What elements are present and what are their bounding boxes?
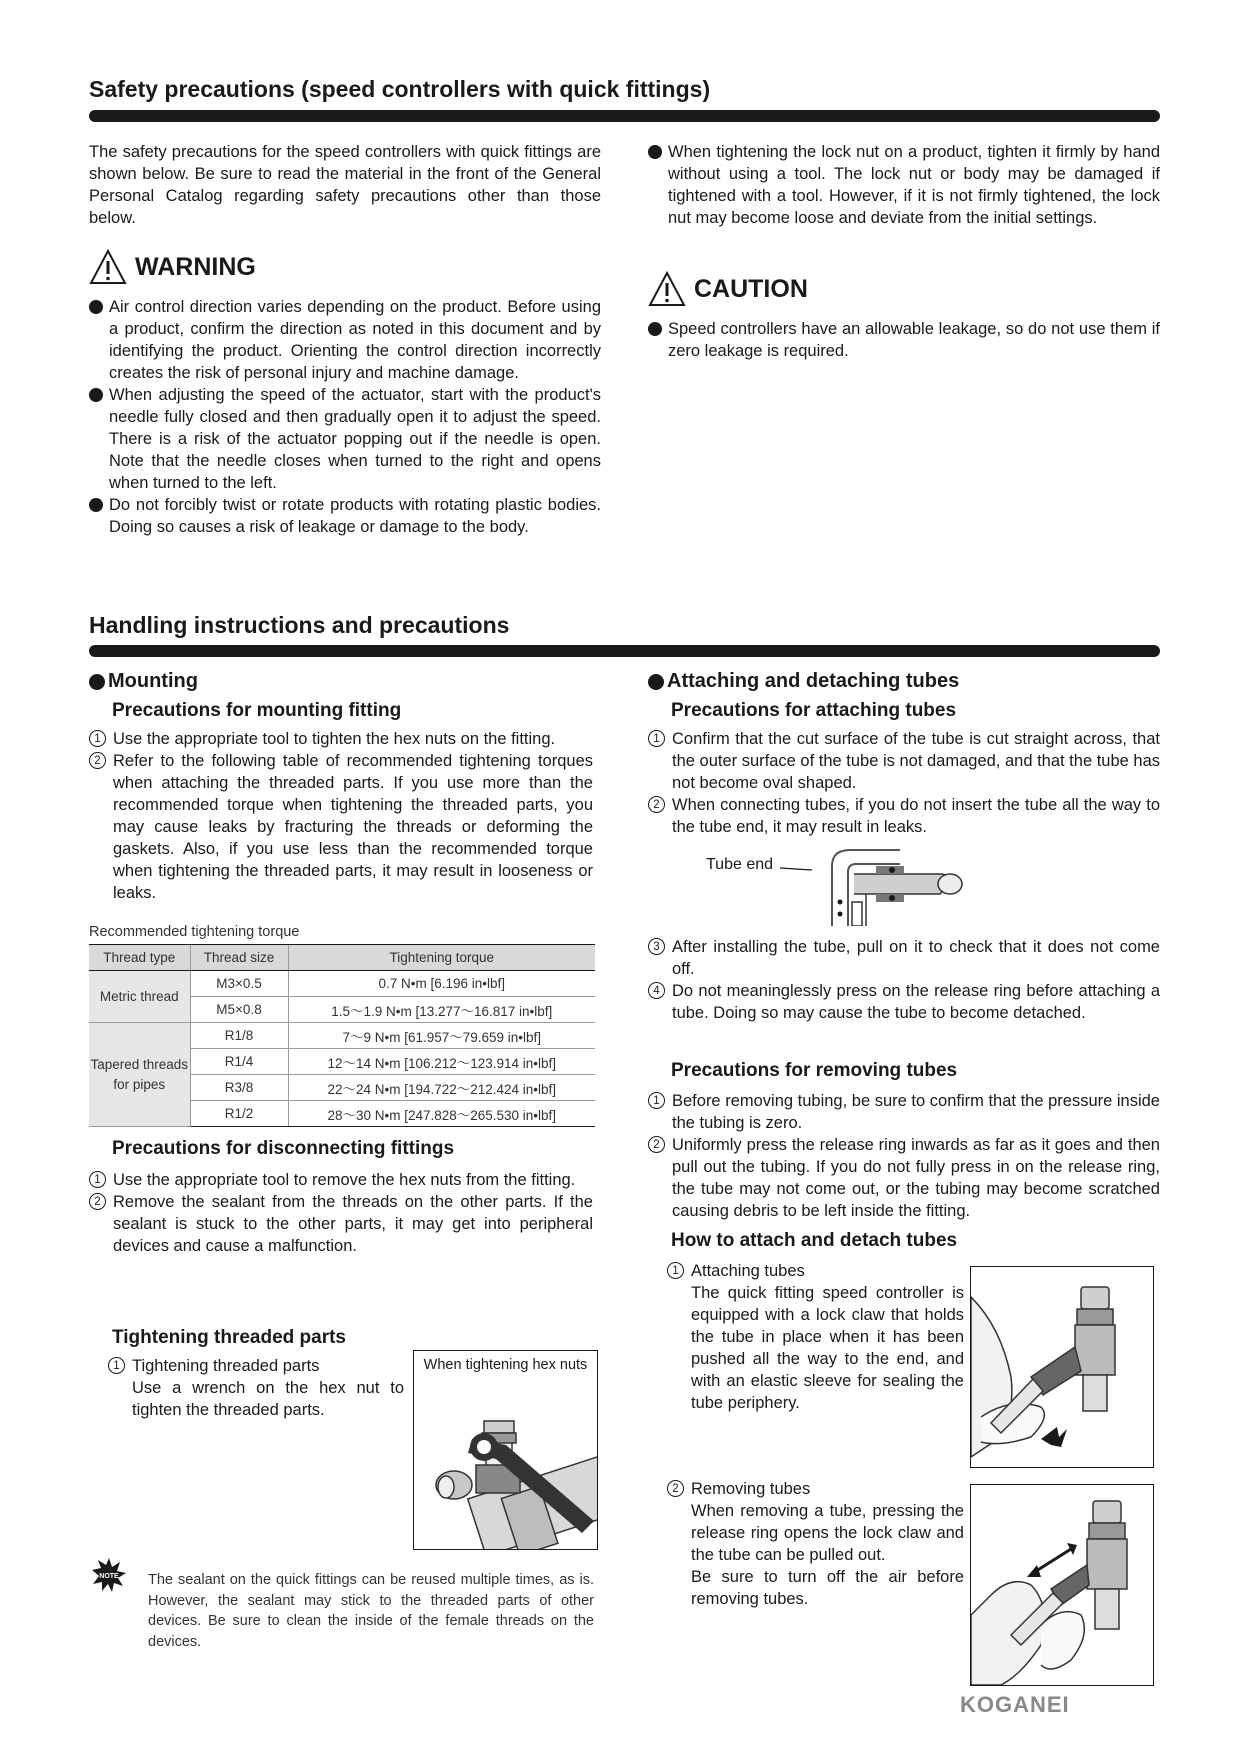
bullet-icon [89, 300, 103, 314]
thread-size-cell: M5×0.8 [190, 997, 288, 1023]
table-header-cell: Tightening torque [288, 945, 595, 971]
warning-triangle-icon [89, 249, 127, 285]
remove-step [667, 1478, 964, 1610]
thread-size-cell: R1/2 [190, 1101, 288, 1127]
thread-type-cell: Tapered threads for pipes [89, 1023, 190, 1127]
number-badge: 2 [648, 1136, 665, 1153]
wrench-illustration [414, 1379, 597, 1549]
mounting-heading: Mounting [89, 670, 198, 693]
bullet-icon [89, 674, 105, 690]
torque-cell: 0.7 N•m [6.196 in•lbf] [288, 971, 595, 997]
removing-tubes-figure [970, 1484, 1154, 1686]
numbered-item: 1 Confirm that the cut surface of the tube is cut straight across, that the outer surface of the tube is not damaged, and that the tube has not become oval shaped. [648, 728, 1160, 794]
table-row [89, 1023, 595, 1049]
number-badge: 4 [648, 982, 665, 999]
numbered-item: 3 After installing the tube, pull on it to check that it does not come off. [648, 936, 1160, 980]
table-header-cell: Thread type [89, 945, 190, 971]
torque-cell: 7～9 N•m [61.957～79.659 in•lbf] [288, 1023, 595, 1049]
attach-step [667, 1260, 964, 1414]
table-caption: Recommended tightening torque [89, 924, 300, 940]
section-rule [89, 645, 1160, 657]
numbered-item: 2 When connecting tubes, if you do not insert the tube all the way to the tube end, it may result in leaks. [648, 794, 1160, 838]
locknut-item: When tightening the lock nut on a product, tighten it firmly by hand without using a tool. The lock nut or body may be damaged if tightened with a tool. However, if it is not firmly tightened, the lock nut may become loose and deviate from the initial settings. [648, 141, 1160, 229]
locknut-list [648, 141, 1160, 229]
bullet-icon [89, 388, 103, 402]
tube-end-diagram [780, 844, 980, 926]
torque-cell: 1.5～1.9 N•m [13.277～16.817 in•lbf] [288, 997, 595, 1023]
thread-size-cell: M3×0.5 [190, 971, 288, 997]
numbered-item: 1 Use the appropriate tool to remove the hex nuts from the fitting. [89, 1169, 593, 1191]
number-badge: 1 [648, 1092, 665, 1109]
figure-caption: When tightening hex nuts [423, 1357, 588, 1373]
warning-item: Air control direction varies depending on the product. Before using a product, confirm the direction as noted in this document and by identifying the product. Orienting the control direction incorrectly creates the risk of personal injury and machine damage. [89, 296, 601, 384]
thread-size-cell: R1/8 [190, 1023, 288, 1049]
bullet-icon [648, 674, 664, 690]
safety-intro: The safety precautions for the speed controllers with quick fittings are shown below. Be sure to read the material in the front of the General Personal Catalog regarding safety precautions other than those below. [89, 143, 601, 227]
koganei-logo: KOGANEI [960, 1692, 1070, 1717]
number-badge: 3 [648, 938, 665, 955]
numbered-item: 1 Tightening threaded parts Use a wrench on the hex nut to tighten the threaded parts. [108, 1355, 404, 1421]
thread-size-cell: R3/8 [190, 1075, 288, 1101]
number-badge: 2 [89, 752, 106, 769]
thread-size-cell: R1/4 [190, 1049, 288, 1075]
tube-end-label: Tube end [706, 856, 774, 873]
numbered-item: 2 Remove the sealant from the threads on the other parts. If the sealant is stuck to the other parts, it may get into peripheral devices and cause a malfunction. [89, 1191, 593, 1257]
removing-illustration [971, 1485, 1153, 1685]
tightening-list [108, 1355, 404, 1421]
table-header-row [89, 945, 595, 971]
numbered-item: 1 Before removing tubing, be sure to confirm that the pressure inside the tubing is zero. [648, 1090, 1160, 1134]
number-badge: 2 [648, 796, 665, 813]
numbered-item: 2 Refer to the following table of recommended tightening torques when attaching the threaded parts. If you use more than the recommended torque when tightening the threaded parts, you may cause leaks by fracturing the threads or deforming the gaskets. Also, if you use less than the recommended torque when tightening the threaded parts, it may result in looseness or leaks. [89, 750, 593, 904]
bullet-icon [648, 322, 662, 336]
number-badge: 1 [648, 730, 665, 747]
caution-item: Speed controllers have an allowable leakage, so do not use them if zero leakage is required. [648, 318, 1160, 362]
number-badge: 2 [89, 1193, 106, 1210]
number-badge: 1 [89, 730, 106, 747]
numbered-item: 2 Uniformly press the release ring inwards as far as it goes and then pull out the tubing. If you do not fully press in on the release ring, the tube may not come out, or the tubing may become scratched causing debris to be left inside the fitting. [648, 1134, 1160, 1222]
disconnecting-list [89, 1169, 593, 1257]
numbered-item: 1 Attaching tubes The quick fitting speed controller is equipped with a lock claw that holds the tube in place when it has been pushed all the way to the end, and with an elastic sleeve for sealing the tube periphery. [667, 1260, 964, 1414]
attaching-illustration [971, 1267, 1153, 1467]
torque-cell: 28～30 N•m [247.828～265.530 in•lbf] [288, 1101, 595, 1127]
warning-label: WARNING [135, 252, 256, 281]
torque-table [89, 944, 595, 1127]
numbered-item: 1 Use the appropriate tool to tighten the hex nuts on the fitting. [89, 728, 593, 750]
warning-item: Do not forcibly twist or rotate products with rotating plastic bodies. Doing so causes a risk of leakage or damage to the body. [89, 494, 601, 538]
attaching-tubes-figure [970, 1266, 1154, 1468]
caution-list [648, 318, 1160, 362]
caution-heading [648, 271, 808, 307]
warning-heading [89, 249, 256, 285]
note-burst-icon [92, 1558, 126, 1592]
safety-section-title: Safety precautions (speed controllers with quick fittings) [89, 76, 711, 102]
number-badge: 1 [89, 1171, 106, 1188]
mounting-fitting-subheading: Precautions for mounting fitting [112, 700, 402, 721]
section-rule [89, 110, 1160, 122]
hex-nut-figure [413, 1350, 598, 1550]
howto-subheading: How to attach and detach tubes [671, 1230, 958, 1251]
number-badge: 1 [108, 1357, 125, 1374]
attaching-list-cont [648, 936, 1160, 1024]
tubes-heading: Attaching and detaching tubes [648, 670, 959, 693]
numbered-item: 4 Do not meaninglessly press on the release ring before attaching a tube. Doing so may cause the tube to become detached. [648, 980, 1160, 1024]
table-header-cell: Thread size [190, 945, 288, 971]
caution-label: CAUTION [694, 274, 808, 303]
removing-subheading: Precautions for removing tubes [671, 1060, 958, 1081]
disconnecting-subheading: Precautions for disconnecting fittings [112, 1138, 455, 1159]
attaching-subheading: Precautions for attaching tubes [671, 700, 957, 721]
table-row [89, 971, 595, 997]
torque-cell: 12～14 N•m [106.212～123.914 in•lbf] [288, 1049, 595, 1075]
bullet-icon [648, 145, 662, 159]
number-badge: 2 [667, 1480, 684, 1497]
note-badge-text: NOTE [99, 1573, 119, 1580]
number-badge: 1 [667, 1262, 684, 1279]
numbered-item: 2 Removing tubes When removing a tube, pressing the release ring opens the lock claw and the tube can be pulled out. Be sure to turn off the air before removing tubes. [667, 1478, 964, 1610]
bullet-icon [89, 498, 103, 512]
sealant-note: The sealant on the quick fittings can be reused multiple times, as is. However, the sealant may stick to the threaded parts of other devices. Be sure to clean the inside of the female threads on the devices. [148, 1572, 594, 1650]
handling-section-title: Handling instructions and precautions [89, 612, 510, 638]
thread-type-cell: Metric thread [89, 971, 190, 1023]
torque-cell: 22～24 N•m [194.722～212.424 in•lbf] [288, 1075, 595, 1101]
warning-item: When adjusting the speed of the actuator, start with the product's needle fully closed and then gradually open it to adjust the speed. There is a risk of the actuator popping out if the needle is open. Note that the needle closes when turned to the right and opens when turned to the left. [89, 384, 601, 494]
mounting-fitting-list [89, 728, 593, 904]
removing-list [648, 1090, 1160, 1222]
warning-list [89, 296, 601, 538]
attaching-list [648, 728, 1160, 838]
caution-triangle-icon [648, 271, 686, 307]
tightening-subheading: Tightening threaded parts [112, 1327, 347, 1348]
